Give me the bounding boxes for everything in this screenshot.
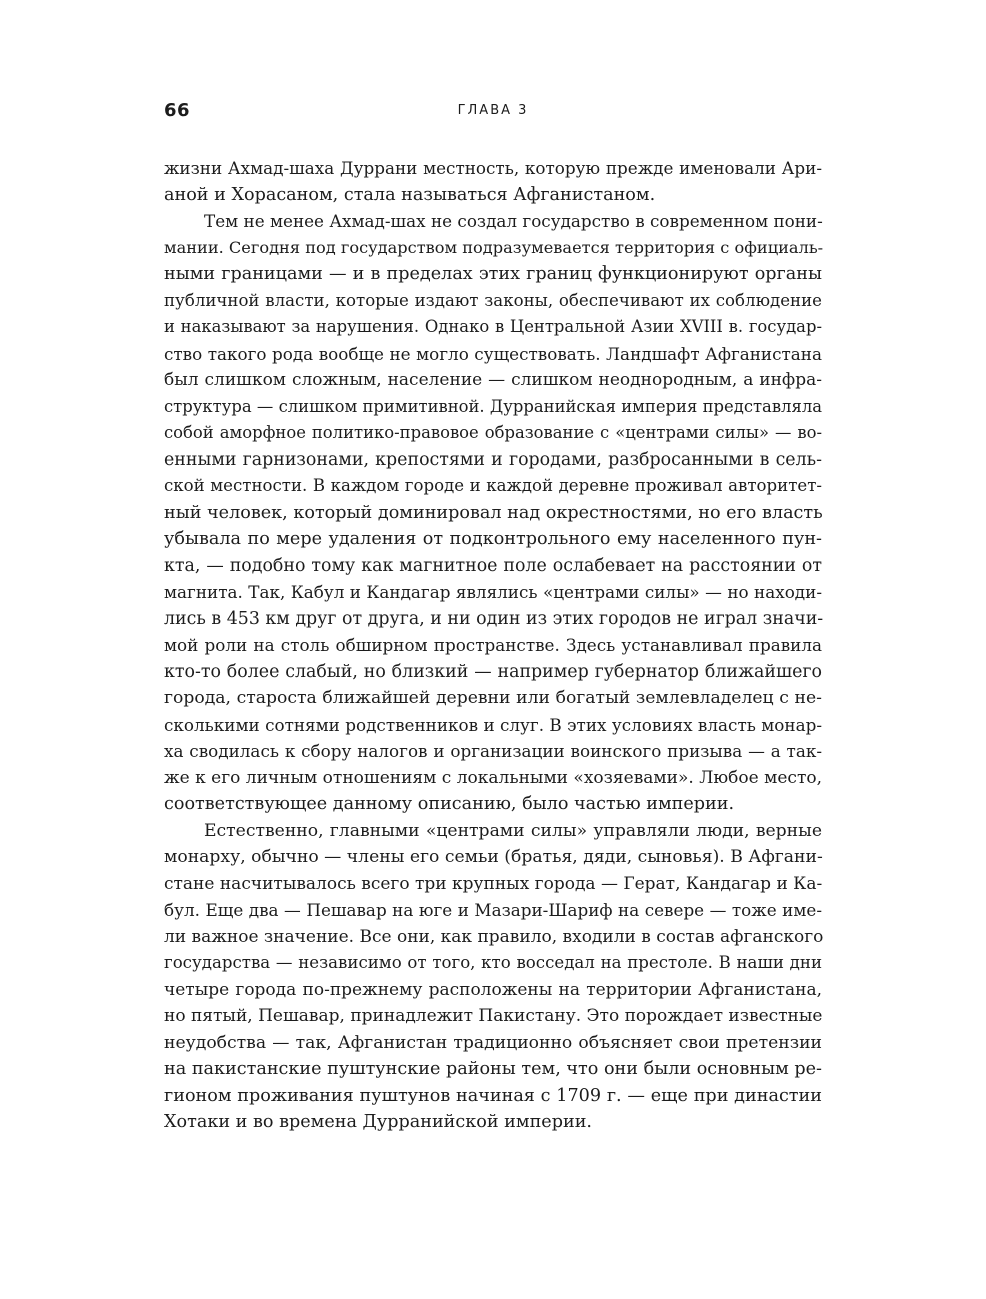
text-line: был слишком сложным, население — слишком неоднородным, а инфра-: [164, 370, 822, 390]
text-line: монарху, обычно — члены его семьи (братья, дяди, сыновья). В Афгани-: [164, 847, 823, 867]
text-line: публичной власти, которые издают законы, обеспечивают их соблюдение: [164, 290, 822, 310]
text-line: кто-то более слабый, но близкий — например губернатор ближайшего: [164, 661, 822, 682]
text-line: Тем не менее Ахмад-шах не создал государство в современном пони-: [204, 211, 823, 231]
text-line: ный человек, который доминировал над окрестностями, но его власть: [164, 502, 823, 523]
text-line: Естественно, главными «центрами силы» управляли люди, верные: [204, 820, 822, 841]
text-line: ха сводилась к сбору налогов и организации воинского призыва — а так-: [164, 741, 822, 761]
text-line: бул. Еще два — Пешавар на юге и Мазари-Шариф на севере — тоже име-: [164, 900, 822, 920]
text-line: но пятый, Пешавар, принадлежит Пакистану. Это порождает известные: [164, 1006, 823, 1026]
text-line: ли важное значение. Все они, как правило, входили в состав афганского: [164, 926, 824, 947]
text-line: на пакистанские пуштунские районы тем, что они были основным ре-: [164, 1059, 822, 1079]
page-number: 66: [164, 100, 191, 121]
text-line: гионом проживания пуштунов начиная с 1709 г. — еще при династии: [164, 1085, 822, 1106]
text-line: мой роли на столь обширном пространстве. Здесь устанавливал правила: [164, 635, 822, 655]
text-line: государства — независимо от того, кто восседал на престоле. В наши дни: [164, 953, 822, 972]
text-line: четыре города по-прежнему расположены на территории Афганистана,: [164, 979, 822, 1000]
text-line: убывала по мере удаления от подконтрольного ему населенного пун-: [164, 529, 822, 549]
text-line: соответствующее данному описанию, было частью империи.: [164, 794, 735, 814]
text-line: и наказывают за нарушения. Однако в Центральной Азии XVIII в. государ-: [164, 317, 822, 336]
text-line: кта, — подобно тому как магнитное поле ослабевает на расстоянии от: [164, 555, 822, 576]
text-line: сколькими сотнями родственников и слуг. В этих условиях власть монар-: [164, 714, 822, 735]
text-line: структура — слишком примитивной. Дурранийская империя представляла: [164, 396, 822, 416]
body-text: [164, 155, 822, 1136]
text-line: Хотаки и во времена Дурранийской империи.: [164, 1112, 593, 1132]
text-line: собой аморфное политико-правовое образование с «центрами силы» — во-: [164, 423, 822, 442]
text-line: аной и Хорасаном, стала называться Афганистаном.: [164, 184, 656, 205]
text-line: стане насчитывалось всего три крупных города — Герат, Кандагар и Ка-: [164, 873, 823, 894]
text-line: мании. Сегодня под государством подразумевается территория с официаль-: [164, 237, 824, 257]
text-line: ской местности. В каждом городе и каждой деревне проживал авторитет-: [164, 476, 822, 495]
text-line: неудобства — так, Афганистан традиционно объясняет свои претензии: [164, 1032, 822, 1053]
text-line: магнита. Так, Кабул и Кандагар являлись «центрами силы» — но находи-: [164, 582, 822, 602]
text-line: жизни Ахмад-шаха Дуррани местность, которую прежде именовали Ари-: [164, 158, 822, 178]
text-line: ными границами — и в пределах этих границ функционируют органы: [164, 264, 822, 284]
running-head: ГЛАВА 3: [457, 103, 529, 118]
text-line: енными гарнизонами, крепостями и городами, разбросанными в сель-: [164, 449, 822, 470]
text-line: же к его личным отношениям с локальными «хозяевами». Любое место,: [164, 767, 822, 788]
text-line: лись в 453 км друг от друга, и ни один из этих городов не играл значи-: [164, 608, 824, 629]
text-line: города, староста ближайшей деревни или богатый землевладелец с не-: [164, 688, 822, 708]
text-line: ство такого рода вообще не могло существовать. Ландшафт Афганистана: [164, 343, 822, 364]
